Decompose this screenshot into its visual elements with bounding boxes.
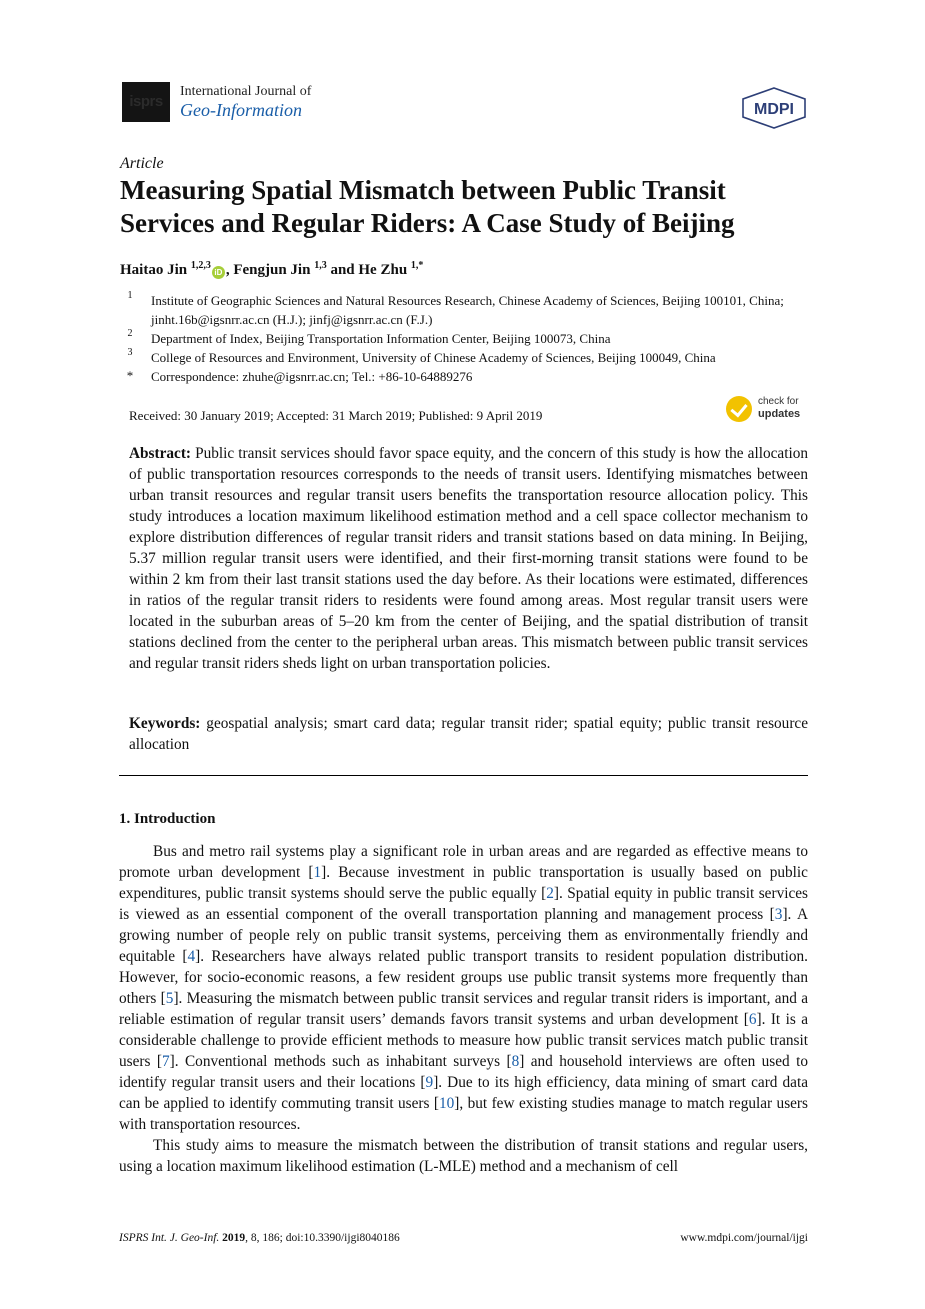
- citation-link[interactable]: 9: [425, 1074, 434, 1091]
- checkmark-icon: [726, 396, 752, 422]
- journal-abbrev: ISPRS Int. J. Geo-Inf.: [119, 1232, 220, 1244]
- author-affiliation-marks: 1,2,3: [190, 260, 211, 271]
- citation-link[interactable]: 10: [438, 1095, 455, 1112]
- paragraph-text: ], but few existing studies manage to match regular users with transportation resources.: [119, 1095, 808, 1133]
- author-list: [120, 260, 423, 279]
- paragraph: This study aims to measure the mismatch between the distribution of transit stations and regular users, using a location maximum likelihood estimation (L-MLE) method and a mechanism of cell: [119, 1137, 808, 1175]
- section-heading: 1. Introduction: [119, 811, 216, 827]
- paragraph-text: ]. It is a considerable challenge to provide efficient methods to measure how public transit services match public transit users [: [119, 1011, 808, 1070]
- mdpi-logo: [740, 87, 808, 129]
- paragraph-text: ]. Conventional methods such as inhabitant surveys [: [169, 1053, 512, 1070]
- footer-year: 2019: [222, 1232, 246, 1244]
- article-type: Article: [120, 155, 164, 172]
- author-name[interactable]: Fengjun Jin: [233, 262, 311, 278]
- affiliation-mark: 2: [127, 328, 133, 339]
- paragraph-text: ] and household interviews are often used to identify regular transit users and their locations [: [119, 1053, 809, 1091]
- keywords-label: Keywords:: [129, 715, 201, 732]
- author-name[interactable]: He Zhu: [358, 262, 408, 278]
- journal-name-line2: Geo-Information: [180, 100, 302, 120]
- footer-url[interactable]: www.mdpi.com/journal/ijgi: [680, 1232, 808, 1244]
- affiliation-text: College of Resources and Environment, University of Chinese Academy of Sciences, Beijing 100049, China: [151, 350, 716, 365]
- affiliation-text: Institute of Geographic Sciences and Natural Resources Research, Chinese Academy of Sciences, Beijing 100101, China; jinht.16b@igsnrr.ac.cn (H.J.); jinfj@igsnrr.ac.cn (F.J.): [151, 293, 784, 327]
- affiliation-text: Department of Index, Beijing Transportation Information Center, Beijing 100073, China: [151, 331, 611, 346]
- keywords-text: geospatial analysis; smart card data; regular transit rider; spatial equity; public transit resource allocation: [129, 715, 808, 753]
- citation-link[interactable]: 4: [187, 948, 196, 965]
- paragraph-text: ]. Spatial equity in public transit services is viewed as an essential component of the overall transportation planning and management process [: [119, 885, 808, 923]
- citation-link[interactable]: 6: [748, 1011, 757, 1028]
- abstract-text: Public transit services should favor space equity, and the concern of this study is how the allocation of public transportation resources corresponds to the needs of transit users. Identifying mismatches between urban transit resources and regular transit users benefits the transportation resource allocation policy. This study introduces a location maximum likelihood estimation method and a cell space collector mechanism to explore distribution differences of regular transit riders and transit stations based on data mining. In Beijing, 5.37 million regular transit users were identified, and their first-morning transit stations were found to be within 2 km from their last transit stations used the day before. As their locations were estimated, differences in ratios of the regular transit riders to residents were found among areas. Most regular transit users were located in the suburban areas of 5–20 km from the center of Beijing, and the spatial distribution of transit stations declined from the center to the peripheral urban areas. This mismatch between public transit services and regular transit riders sheds light on urban transportation policies.: [129, 445, 808, 672]
- citation-link[interactable]: 5: [165, 990, 174, 1007]
- author-affiliation-marks: 1,3: [314, 260, 327, 271]
- abstract-label: Abstract:: [129, 445, 192, 462]
- author-and: and: [326, 262, 359, 278]
- check-for-updates-badge[interactable]: [726, 394, 816, 426]
- introduction-body: [119, 841, 808, 1177]
- journal-logo: isprs: [122, 82, 170, 122]
- section-divider: [119, 775, 808, 776]
- citation-link[interactable]: 1: [313, 864, 322, 881]
- article-title: Measuring Spatial Mismatch between Public Transit Services and Regular Riders: A Case Study of Beijing: [120, 175, 735, 238]
- abstract: [129, 443, 808, 674]
- affiliation-mark: 3: [127, 347, 133, 358]
- citation-link[interactable]: 2: [546, 885, 554, 902]
- author-affiliation-marks: 1,*: [410, 260, 424, 271]
- paragraph-text: ]. Measuring the mismatch between public transit services and regular transit riders is important, and a reliable estimation of regular transit users’ demands favors transit systems and urban development [: [119, 990, 808, 1028]
- author-name[interactable]: Haitao Jin: [120, 262, 188, 278]
- paragraph-text: ]. Researchers have always related public transport transits to resident population distribution. However, for socio-economic reasons, a few resident groups use public transit systems more frequently than others [: [119, 948, 808, 1007]
- keywords: [129, 713, 808, 755]
- footer-doi: , 8, 186; doi:10.3390/ijgi8040186: [245, 1232, 400, 1244]
- paragraph-text: ]. Because investment in public transportation is usually based on public expenditures, public transit systems should serve the public equally [: [119, 864, 808, 902]
- affiliation-mark: 1: [127, 290, 133, 301]
- orcid-icon[interactable]: iD: [212, 266, 225, 279]
- updates-label: updates: [758, 408, 801, 420]
- citation-link[interactable]: 8: [511, 1053, 520, 1070]
- author-separator: ,: [225, 262, 234, 278]
- paragraph: [119, 841, 808, 1135]
- check-for-label: check for: [758, 396, 799, 407]
- journal-name-line1: International Journal of: [180, 84, 312, 99]
- paragraph-text: Bus and metro rail systems play a significant role in urban areas and are regarded as effective means to promote urban development [: [119, 843, 808, 881]
- footer-citation: [119, 1232, 400, 1244]
- affiliation-mark: *: [126, 368, 134, 383]
- mdpi-logo-text: MDPI: [754, 101, 794, 118]
- paragraph-text: ]. Due to its high efficiency, data mining of smart card data can be applied to identify commuting transit users [: [119, 1074, 808, 1112]
- citation-link[interactable]: 7: [161, 1053, 170, 1070]
- correspondence-text: Correspondence: zhuhe@igsnrr.ac.cn; Tel.: +86-10-64889276: [151, 369, 473, 384]
- publication-dates: Received: 30 January 2019; Accepted: 31 March 2019; Published: 9 April 2019: [129, 408, 543, 423]
- citation-link[interactable]: 3: [774, 906, 783, 923]
- paragraph-text: ]. A growing number of people rely on public transit systems, perceiving them as environmentally friendly and equitable [: [119, 906, 808, 965]
